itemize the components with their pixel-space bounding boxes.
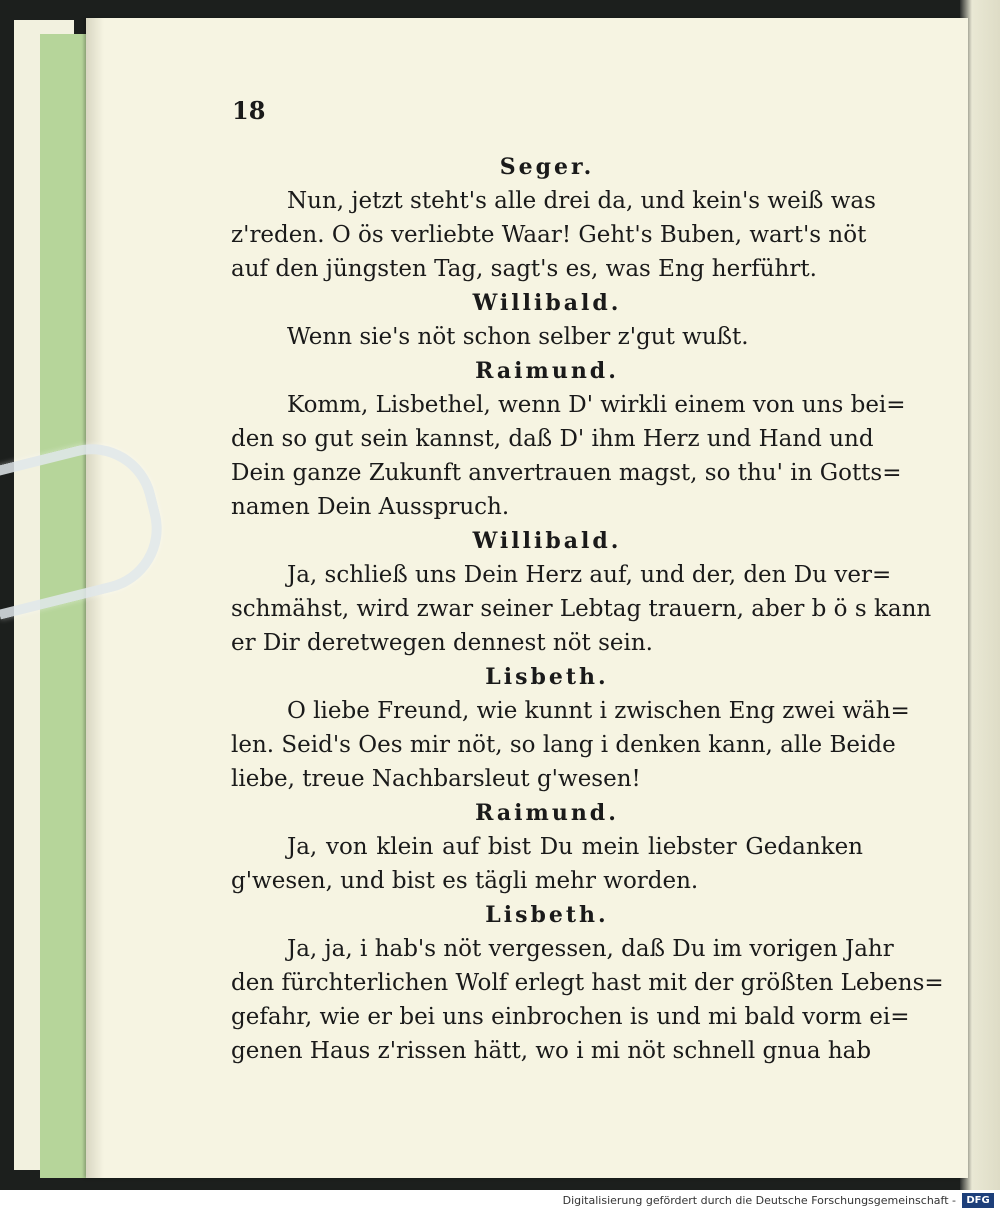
page-text (231, 150, 944, 1068)
text-line: auf den jüngsten Tag, sagt's es, was Eng herführt. (231, 256, 817, 282)
text-line: Ja, ja, i hab's nöt vergessen, daß Du im vorigen Jahr (287, 936, 894, 962)
text-line: er Dir deretwegen dennest nöt sein. (231, 630, 653, 656)
speaker-name: Raimund. (475, 358, 619, 384)
text-line: Komm, Lisbethel, wenn D' wirkli einem von uns bei= (287, 392, 906, 418)
text-line: O liebe Freund, wie kunnt i zwischen Eng zwei wäh= (287, 698, 910, 724)
text-line: Ja, schließ uns Dein Herz auf, und der, den Du ver= (287, 562, 892, 588)
text-line: Ja, von klein auf bist Du mein liebster Gedanken (287, 834, 863, 860)
text-line: Dein ganze Zukunft anvertrauen magst, so thu' in Gotts= (231, 460, 902, 486)
text-line: den so gut sein kannst, daß D' ihm Herz und Hand und (231, 426, 874, 452)
text-line: den fürchterlichen Wolf erlegt hast mit der größten Lebens= (231, 970, 944, 996)
speaker-name: Willibald. (472, 528, 622, 554)
text-line: gefahr, wie er bei uns einbrochen is und mi bald vorm ei= (231, 1004, 910, 1030)
text-line: Wenn sie's nöt schon selber z'gut wußt. (287, 324, 749, 350)
speaker-name: Lisbeth. (485, 902, 609, 928)
speaker-name: Seger. (499, 154, 595, 180)
text-line: schmähst, wird zwar seiner Lebtag trauern, aber b ö s kann (231, 596, 932, 622)
page-number: 18 (232, 96, 266, 125)
page-gutter-shadow (86, 18, 104, 1178)
speaker-name: Lisbeth. (485, 664, 609, 690)
speaker-name: Willibald. (472, 290, 622, 316)
text-line: z'reden. O ös verliebte Waar! Geht's Buben, wart's nöt (231, 222, 867, 248)
speaker-name: Raimund. (475, 800, 619, 826)
text-line: Nun, jetzt steht's alle drei da, und kein's weiß was (287, 188, 876, 214)
text-line: namen Dein Ausspruch. (231, 494, 510, 520)
text-line: g'wesen, und bist es tägli mehr worden. (231, 868, 699, 894)
text-line: genen Haus z'rissen hätt, wo i mi nöt schnell gnua hab (231, 1038, 872, 1064)
footer-bar (0, 1190, 1000, 1213)
text-line: len. Seid's Oes mir nöt, so lang i denken kann, alle Beide (231, 732, 896, 758)
text-line: liebe, treue Nachbarsleut g'wesen! (231, 766, 641, 792)
funding-credit: Digitalisierung gefördert durch die Deutsche Forschungsgemeinschaft - (562, 1194, 956, 1207)
dfg-logo: DFG (962, 1193, 994, 1208)
